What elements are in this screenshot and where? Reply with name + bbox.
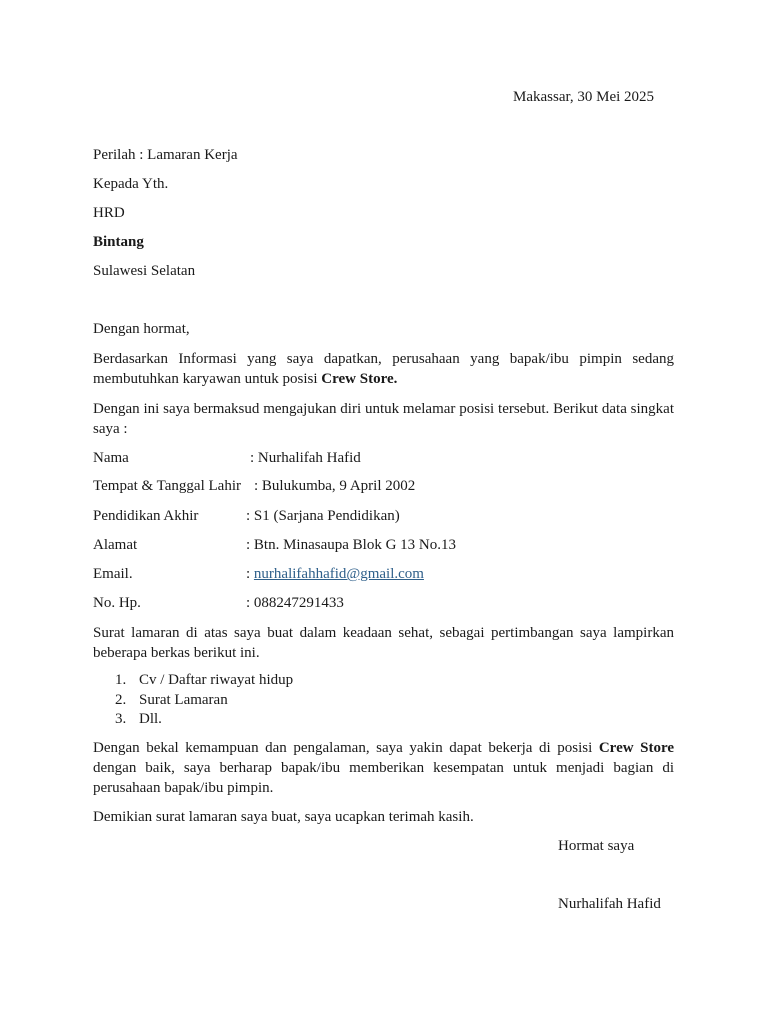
detail-label-education: Pendidikan Akhir [93,508,199,524]
detail-label-address: Alamat [93,537,138,553]
paragraph-intro-text: Berdasarkan Informasi yang saya dapatkan, perusahaan yang bapak/ibu pimpin sedang membutuhkan karyawan untuk posisi [93,351,674,387]
email-link[interactable]: nurhalifahhafid@gmail.com [253,566,424,582]
list-item-number: 2. [115,691,127,708]
position-name: Crew Store. [321,371,398,387]
subject-line: Perilah : Lamaran Kerja [93,147,238,163]
list-item [93,710,293,730]
place-date: Makassar, 30 Mei 2025 [513,89,655,105]
list-item-text: Surat Lamaran [139,691,228,708]
paragraph-attachments: Surat lamaran di atas saya buat dalam keadaan sehat, sebagai pertimbangan saya lampirkan beberapa berkas berikut ini. [93,625,674,661]
detail-value-phone: : 088247291433 [246,595,344,611]
detail-value-education: : S1 (Sarjana Pendidikan) [246,508,400,524]
closing-phrase: Hormat saya [558,838,635,854]
position-name-repeat: Crew Store [598,740,675,756]
salutation: Dengan hormat, [93,321,190,337]
detail-value-birth: : Bulukumba, 9 April 2002 [254,478,416,494]
attachment-list [93,671,293,730]
list-item-number: 1. [115,672,127,688]
detail-value-email [246,565,424,584]
recipient-region: Sulawesi Selatan [93,263,196,279]
list-item [93,671,293,691]
detail-label-name: Nama [93,450,129,466]
list-item-text: Cv / Daftar riwayat hidup [139,672,294,688]
list-item [93,691,293,711]
paragraph-capability-text-a: Dengan bekal kemampuan dan pengalaman, saya yakin dapat bekerja di posisi [93,740,599,756]
detail-label-phone: No. Hp. [93,595,141,611]
list-item-number: 3. [115,711,127,727]
paragraph-closing: Demikian surat lamaran saya buat, saya ucapkan terimah kasih. [93,809,474,825]
recipient-dept: HRD [93,205,125,221]
detail-label-birth: Tempat & Tanggal Lahir [93,478,241,494]
recipient-company: Bintang [93,234,144,250]
detail-value-name: : Nurhalifah Hafid [250,450,361,466]
signature-name: Nurhalifah Hafid [558,896,661,912]
detail-label-email: Email. [93,566,133,582]
paragraph-capability-text-b: dengan baik, saya berharap bapak/ibu memberikan kesempatan untuk menjadi bagian di perusahaan bapak/ibu pimpin. [93,760,674,796]
email-colon: : [246,566,254,582]
paragraph-capability [93,738,674,798]
paragraph-purpose: Dengan ini saya bermaksud mengajukan diri untuk melamar posisi tersebut. Berikut data singkat saya : [93,401,674,437]
paragraph-intro [93,349,674,389]
detail-value-address: : Btn. Minasaupa Blok G 13 No.13 [246,537,456,553]
recipient-label: Kepada Yth. [93,176,169,192]
list-item-text: Dll. [139,711,162,727]
